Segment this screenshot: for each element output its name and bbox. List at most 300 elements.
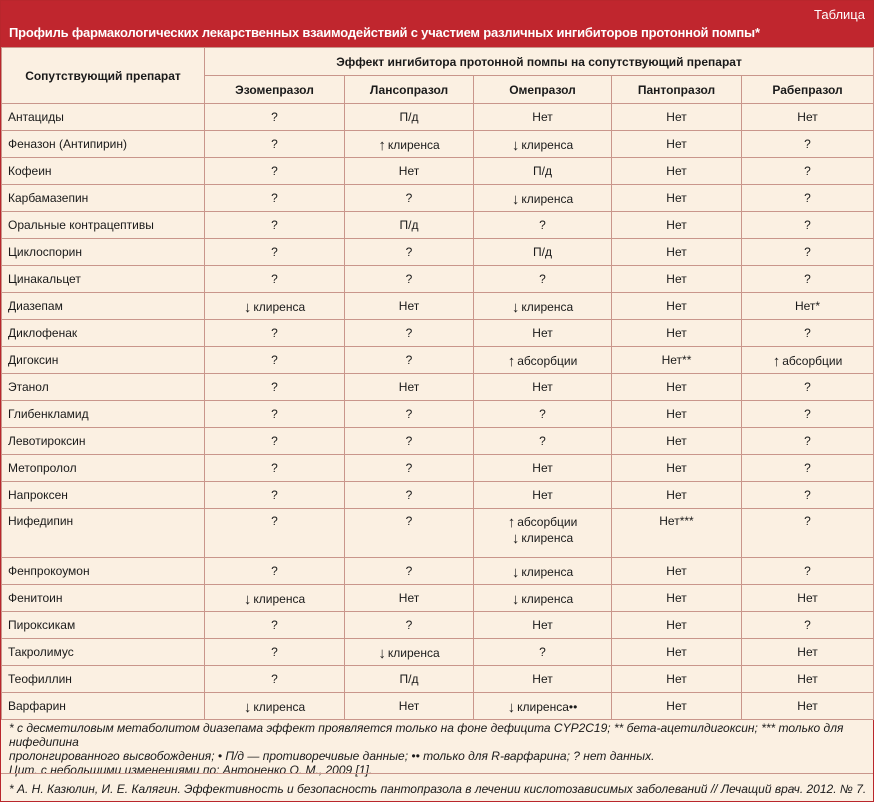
arrow-down-icon: ↓ [507,698,516,716]
cell-text: ? [271,434,278,448]
effect-cell [742,131,874,158]
cell-text: ? [405,618,413,632]
cell-text: Нет [532,110,553,124]
cell-text: ? [804,407,811,421]
drug-name: Цинакальцет [2,266,205,293]
cell-text: ? [271,353,278,367]
effect-cell [474,585,612,612]
effect-cell [474,639,612,666]
drug-name: Этанол [2,374,205,401]
effect-cell [742,612,874,639]
arrow-down-icon: ↓ [378,644,386,662]
effect-cell [345,612,474,639]
cell-text: Нет [797,645,818,659]
cell-text: ? [804,218,811,232]
cell-text: Нет [666,699,687,713]
arrow-down-icon: ↓ [243,590,252,608]
effect-cell [205,612,345,639]
drug-name: Нифедипин [2,509,205,558]
cell-text: ? [271,672,278,686]
cell-text: ? [271,645,278,659]
effect-cell [612,104,742,131]
table-row [2,158,874,185]
table-row [2,585,874,612]
cell-text: ? [804,191,811,205]
divider [1,773,873,774]
cell-text: Нет [666,245,687,259]
cell-text: Нет [797,591,818,605]
arrow-down-icon: ↓ [511,530,520,547]
cell-text: ? [271,326,278,340]
effect-cell [474,266,612,293]
effect-cell [474,293,612,320]
effect-cell [742,666,874,693]
cell-text: ? [271,191,278,205]
effect-cell [612,639,742,666]
effect-cell [345,212,474,239]
arrow-up-icon: ↑ [772,352,781,370]
effect-cell [474,401,612,428]
cell-text: Нет [797,110,818,124]
effect-cell [474,693,612,720]
effect-cell [205,455,345,482]
cell-text: клиренса [521,591,574,606]
effect-cell [612,612,742,639]
cell-text: Нет [666,326,687,340]
effect-cell [742,266,874,293]
header-drug: Сопутствующий препарат [2,48,205,104]
effect-cell [612,185,742,212]
effect-cell [345,239,474,266]
cell-text: ? [804,564,811,578]
effect-cell [205,212,345,239]
table-title: Профиль фармакологических лекарственных взаимодействий с участием различных ингибиторов протонной помпы* [9,25,760,40]
table-row [2,509,874,558]
effect-cell [612,320,742,347]
table-row [2,401,874,428]
table-body [2,104,874,720]
cell-text: Нет [666,272,687,286]
cell-text: Нет [666,137,687,151]
drug-name: Теофиллин [2,666,205,693]
cell-text: ? [271,164,278,178]
cell-text: ? [804,245,811,259]
effect-cell [474,320,612,347]
cell-text: ? [405,191,413,205]
effect-cell [205,320,345,347]
effect-cell [474,666,612,693]
cell-text: Нет [666,380,687,394]
cell-text: клиренса [521,191,574,206]
effect-cell [474,455,612,482]
effect-cell [742,239,874,266]
cell-text: ? [405,407,413,421]
cell-text: Нет [666,218,687,232]
effect-cell [205,185,345,212]
header-ppi: Лансопразол [345,76,474,104]
cell-line [480,514,605,530]
cell-text: ? [271,110,278,124]
effect-cell [612,509,742,558]
cell-text: клиренса [521,531,574,545]
effect-cell [612,374,742,401]
cell-text: ? [271,564,278,578]
drug-name: Кофеин [2,158,205,185]
footnote-line: пролонгированного высвобождения; • П/д — противоречивые данные; •• только для R-варфарина; ? нет данных. [9,749,655,763]
effect-cell [205,639,345,666]
table-row [2,482,874,509]
effect-cell [474,482,612,509]
cell-text: Нет [666,110,687,124]
effect-cell [205,104,345,131]
cell-text: ? [271,218,278,232]
table-row [2,347,874,374]
arrow-down-icon: ↓ [243,298,252,316]
drug-name: Фенитоин [2,585,205,612]
effect-cell [345,693,474,720]
footnotes [9,721,867,777]
cell-text: Нет [797,672,818,686]
drug-name: Метопролол [2,455,205,482]
cell-text: Нет** [661,353,692,367]
effect-cell [742,401,874,428]
effect-cell [742,428,874,455]
effect-cell [474,239,612,266]
cell-text: абсорбции [517,515,578,529]
effect-cell [205,693,345,720]
effect-cell [612,131,742,158]
cell-text: ? [271,380,278,394]
cell-text: ? [804,618,811,632]
arrow-down-icon: ↓ [511,190,520,208]
cell-text: Нет [532,488,553,502]
effect-cell [205,239,345,266]
effect-cell [612,212,742,239]
effect-cell [612,666,742,693]
effect-cell [345,639,474,666]
table-row [2,374,874,401]
cell-text: ? [405,353,413,367]
cell-text: ? [804,137,811,151]
table-row [2,558,874,585]
cell-text: клиренса [521,137,574,152]
interaction-table [1,47,874,720]
cell-text: ? [804,461,811,475]
cell-text: ? [271,407,278,421]
cell-text: ? [271,245,278,259]
drug-name: Циклоспорин [2,239,205,266]
cell-text: ? [405,434,413,448]
table-row [2,612,874,639]
table-row [2,428,874,455]
table-label: Таблица [814,7,865,22]
effect-cell [205,347,345,374]
effect-cell [345,158,474,185]
table-row [2,320,874,347]
effect-cell [742,374,874,401]
cell-text: ? [405,245,413,259]
cell-text: ? [539,272,546,286]
table-row [2,293,874,320]
cell-text: Нет [666,645,687,659]
cell-text: П/д [399,110,419,124]
cell-text: ? [804,514,811,528]
cell-text: Нет [666,618,687,632]
cell-text: ? [271,618,278,632]
effect-cell [742,639,874,666]
cell-text: ? [271,272,278,286]
effect-cell [742,185,874,212]
effect-cell [345,428,474,455]
table-row [2,212,874,239]
arrow-up-icon: ↑ [507,352,516,370]
effect-cell [612,558,742,585]
effect-cell [345,558,474,585]
effect-cell [345,347,474,374]
drug-name: Напроксен [2,482,205,509]
effect-cell [742,455,874,482]
effect-cell [612,482,742,509]
cell-text: Нет [532,461,553,475]
table-row [2,666,874,693]
effect-cell [345,482,474,509]
effect-cell [612,239,742,266]
cell-text: Нет [666,164,687,178]
effect-cell [612,455,742,482]
arrow-down-icon: ↓ [511,590,520,608]
cell-text: ? [271,461,278,475]
cell-text: клиренса•• [517,699,578,714]
effect-cell [345,131,474,158]
cell-text: Нет [398,699,420,713]
cell-text: ? [804,434,811,448]
cell-text: Нет [532,618,553,632]
effect-cell [205,131,345,158]
effect-cell [474,558,612,585]
footnote-line: * с десметиловым метаболитом диазепама эффект проявляется только на фоне дефицита CYP2C19; ** бета-ацетилдигоксин; *** только для нифедипина [9,721,844,749]
effect-cell [474,185,612,212]
cell-text: ? [804,272,811,286]
cell-text: ? [271,137,278,151]
cell-text: ? [405,272,413,286]
effect-cell [474,104,612,131]
cell-text: ? [405,514,413,528]
drug-name: Антациды [2,104,205,131]
cell-text: Нет [797,699,818,713]
cell-text: Нет [666,672,687,686]
cell-text: Нет [666,564,687,578]
header-effect: Эффект ингибитора протонной помпы на сопутствующий препарат [205,48,874,76]
drug-name: Фенпрокоумон [2,558,205,585]
cell-text: Нет [532,672,553,686]
cell-text: Нет [666,407,687,421]
effect-cell [205,482,345,509]
cell-text: ? [804,164,811,178]
table-row [2,131,874,158]
table-row [2,639,874,666]
effect-cell [345,185,474,212]
table-row [2,693,874,720]
effect-cell [205,428,345,455]
effect-cell [474,158,612,185]
arrow-up-icon: ↑ [507,514,516,531]
effect-cell [612,401,742,428]
cell-text: ? [405,461,413,475]
arrow-up-icon: ↑ [378,136,386,154]
cell-text: П/д [399,672,419,686]
effect-cell [345,374,474,401]
table-row [2,185,874,212]
effect-cell [345,401,474,428]
effect-cell [612,428,742,455]
cell-text: Нет [532,326,553,340]
effect-cell [205,585,345,612]
effect-cell [474,428,612,455]
table-row [2,455,874,482]
effect-cell [205,401,345,428]
effect-cell [345,585,474,612]
cell-text: Нет*** [659,514,694,528]
header-row-1 [2,48,874,76]
header-ppi: Пантопразол [612,76,742,104]
effect-cell [345,293,474,320]
effect-cell [612,293,742,320]
effect-cell [742,482,874,509]
effect-cell [742,585,874,612]
effect-cell [742,558,874,585]
effect-cell [612,158,742,185]
effect-cell [205,293,345,320]
cell-text: ? [405,564,413,578]
effect-cell [345,320,474,347]
cell-text: ? [804,380,811,394]
cell-text: абсорбции [782,353,843,368]
effect-cell [742,509,874,558]
header-ppi: Омепразол [474,76,612,104]
effect-cell [474,347,612,374]
arrow-down-icon: ↓ [511,298,520,316]
title-banner [1,1,873,47]
drug-name: Диазепам [2,293,205,320]
cell-text: ? [539,645,546,659]
effect-cell [205,374,345,401]
effect-cell [742,212,874,239]
effect-cell [742,293,874,320]
table-row [2,239,874,266]
effect-cell [474,509,612,558]
cell-text: клиренса [387,137,440,152]
cell-text: П/д [533,245,552,259]
effect-cell [205,509,345,558]
effect-cell [345,455,474,482]
effect-cell [345,266,474,293]
cell-text: абсорбции [517,353,578,368]
cell-text: ? [405,488,413,502]
effect-cell [205,158,345,185]
cell-text: Нет [666,461,687,475]
drug-name: Глибенкламид [2,401,205,428]
drug-name: Карбамазепин [2,185,205,212]
arrow-down-icon: ↓ [511,563,520,581]
cell-text: клиренса [387,645,440,660]
effect-cell [742,158,874,185]
drug-name: Пироксикам [2,612,205,639]
effect-cell [612,266,742,293]
cell-text: клиренса [521,564,574,579]
arrow-down-icon: ↓ [243,698,252,716]
drug-name: Оральные контрацептивы [2,212,205,239]
cell-text: Нет [398,380,420,394]
citation-line: Цит. с небольшими изменениями по: Антоненко О. М., 2009 [1]. [9,763,373,777]
cell-text: Нет [666,299,687,313]
cell-text: Нет [666,434,687,448]
cell-text: Нет [398,591,420,605]
header-ppi: Эзомепразол [205,76,345,104]
effect-cell [474,131,612,158]
arrow-down-icon: ↓ [511,136,520,154]
effect-cell [474,612,612,639]
drug-name: Варфарин [2,693,205,720]
effect-cell [612,693,742,720]
drug-name: Дигоксин [2,347,205,374]
effect-cell [205,666,345,693]
effect-cell [345,509,474,558]
cell-text: клиренса [521,299,574,314]
cell-text: Нет [532,380,553,394]
effect-cell [742,693,874,720]
table-row [2,266,874,293]
cell-text: Нет* [794,299,821,313]
drug-name: Диклофенак [2,320,205,347]
cell-text: Нет [398,299,420,313]
effect-cell [742,320,874,347]
effect-cell [205,558,345,585]
cell-text: клиренса [253,699,306,714]
cell-line [480,530,605,546]
cell-text: ? [539,218,546,232]
cell-text: Нет [398,164,420,178]
table-row [2,104,874,131]
cell-text: ? [804,488,811,502]
effect-cell [474,374,612,401]
cell-text: ? [271,514,278,528]
header-ppi: Рабепразол [742,76,874,104]
cell-text: П/д [533,164,552,178]
effect-cell [612,585,742,612]
effect-cell [474,212,612,239]
cell-text: ? [405,326,413,340]
effect-cell [345,104,474,131]
source-note: * А. Н. Казюлин, И. Е. Калягин. Эффективность и безопасность пантопразола в лечении кислотозависимых заболеваний // Лечащий врач. 2012. № 7. [9,782,867,796]
cell-text: клиренса [253,591,306,606]
cell-text: ? [271,488,278,502]
drug-name: Такролимус [2,639,205,666]
cell-text: Нет [666,191,687,205]
effect-cell [612,347,742,374]
effect-cell [205,266,345,293]
effect-cell [742,104,874,131]
cell-text: клиренса [253,299,306,314]
cell-text: Нет [666,488,687,502]
cell-text: ? [539,407,546,421]
effect-cell [742,347,874,374]
drug-name: Левотироксин [2,428,205,455]
cell-text: ? [804,326,811,340]
cell-text: Нет [666,591,687,605]
cell-text: П/д [399,218,419,232]
cell-text: ? [539,434,546,448]
drug-name: Феназон (Антипирин) [2,131,205,158]
